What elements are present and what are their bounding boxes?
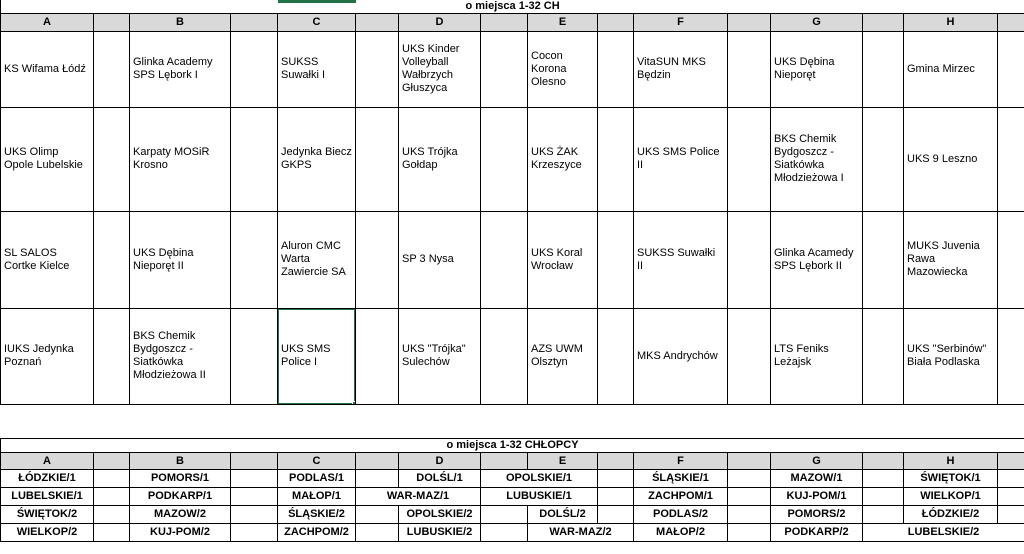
spacer-cell[interactable] xyxy=(998,107,1024,211)
cell-seed-h1[interactable]: ŚWIĘTOK/1 xyxy=(904,469,998,487)
column-header-g[interactable]: G xyxy=(771,13,863,31)
spacer-cell[interactable] xyxy=(481,31,528,107)
cell-seed-g2[interactable]: KUJ-POM/1 xyxy=(771,487,863,505)
cell-seed-b1[interactable]: POMORS/1 xyxy=(130,469,231,487)
cell-seed-e2[interactable]: LUBUSKIE/1 xyxy=(481,487,598,505)
spacer-cell[interactable] xyxy=(728,487,771,505)
column-header-spacer[interactable] xyxy=(728,452,771,469)
cell-seed-a1[interactable]: ŁÓDZKIE/1 xyxy=(1,469,94,487)
cell-ch-d4[interactable]: UKS "Trójka" Sulechów xyxy=(399,308,481,404)
column-header-g[interactable]: G xyxy=(771,452,863,469)
cell-ch-d3[interactable]: SP 3 Nysa xyxy=(399,211,481,308)
cell-ch-c2[interactable]: Jedynka Biecz GKPS xyxy=(278,107,356,211)
cell-seed-c4[interactable]: ZACHPOM/2 xyxy=(278,523,356,541)
cell-ch-a2[interactable]: UKS Olimp Opole Lubelskie xyxy=(1,107,94,211)
cell-ch-g2[interactable]: BKS Chemik Bydgoszcz - Siatkówka Młodzieżowa I xyxy=(771,107,863,211)
spacer-cell[interactable] xyxy=(863,487,904,505)
cell-seed-d1[interactable]: DOLŚL/1 xyxy=(399,469,481,487)
cell-seed-e4[interactable]: WAR-MAZ/2 xyxy=(528,523,634,541)
column-header-spacer[interactable] xyxy=(481,452,528,469)
column-header-h[interactable]: H xyxy=(904,452,998,469)
spacer-cell[interactable] xyxy=(998,211,1024,308)
cell-ch-g1[interactable]: UKS Dębina Nieporęt xyxy=(771,31,863,107)
cell-ch-b3[interactable]: UKS Dębina Nieporęt II xyxy=(130,211,231,308)
spacer-cell[interactable] xyxy=(998,469,1024,487)
table-ch-title[interactable]: o miejsca 1-32 CH xyxy=(1,0,1024,13)
cell-ch-b2[interactable]: Karpaty MOSiR Krosno xyxy=(130,107,231,211)
cell-seed-d2[interactable]: WAR-MAZ/1 xyxy=(356,487,481,505)
cell-seed-e1[interactable]: OPOLSKIE/1 xyxy=(481,469,598,487)
spacer-cell[interactable] xyxy=(94,487,130,505)
cell-seed-d3[interactable]: OPOLSKIE/2 xyxy=(399,505,481,523)
spacer-cell[interactable] xyxy=(863,211,904,308)
cell-seed-f2[interactable]: ZACHPOM/1 xyxy=(634,487,728,505)
spacer-cell[interactable] xyxy=(728,211,771,308)
spacer-cell[interactable] xyxy=(231,31,278,107)
cell-seed-a3[interactable]: ŚWIĘTOK/2 xyxy=(1,505,94,523)
spacer-cell[interactable] xyxy=(481,308,528,404)
cell-seed-c2[interactable]: MAŁOP/1 xyxy=(278,487,356,505)
spacer-cell[interactable] xyxy=(356,469,399,487)
spacer-cell[interactable] xyxy=(998,487,1024,505)
spacer-cell[interactable] xyxy=(863,31,904,107)
cell-seed-h2[interactable]: WIELKOP/1 xyxy=(904,487,998,505)
column-header-f[interactable]: F xyxy=(634,13,728,31)
cell-ch-c3[interactable]: Aluron CMC Warta Zawiercie SA xyxy=(278,211,356,308)
cell-seed-c1[interactable]: PODLAS/1 xyxy=(278,469,356,487)
cell-seed-g1[interactable]: MAZOW/1 xyxy=(771,469,863,487)
spacer-cell[interactable] xyxy=(728,505,771,523)
column-header-d[interactable]: D xyxy=(399,452,481,469)
cell-ch-h4[interactable]: UKS "Serbinów" Biała Podlaska xyxy=(904,308,998,404)
cell-seed-a4[interactable]: WIELKOP/2 xyxy=(1,523,94,541)
cell-seed-f3[interactable]: PODLAS/2 xyxy=(634,505,728,523)
cell-ch-b1[interactable]: Glinka Academy SPS Lębork I xyxy=(130,31,231,107)
cell-ch-e1[interactable]: Cocon Korona Olesno xyxy=(528,31,598,107)
spacer-cell[interactable] xyxy=(356,523,399,541)
cell-seed-h4[interactable]: LUBELSKIE/2 xyxy=(863,523,1024,541)
column-header-b[interactable]: B xyxy=(130,13,231,31)
cell-ch-a1[interactable]: KS Wifama Łódź xyxy=(1,31,94,107)
spacer-cell[interactable] xyxy=(998,505,1024,523)
spacer-cell[interactable] xyxy=(863,505,904,523)
cell-ch-e4[interactable]: AZS UWM Olsztyn xyxy=(528,308,598,404)
spacer-cell[interactable] xyxy=(94,211,130,308)
spacer-cell[interactable] xyxy=(94,505,130,523)
column-header-spacer[interactable] xyxy=(94,452,130,469)
cell-ch-h1[interactable]: Gmina Mirzec xyxy=(904,31,998,107)
column-header-f[interactable]: F xyxy=(634,452,728,469)
spacer-cell[interactable] xyxy=(231,469,278,487)
cell-seed-b3[interactable]: MAZOW/2 xyxy=(130,505,231,523)
spacer-cell[interactable] xyxy=(94,523,130,541)
cell-ch-e3[interactable]: UKS Koral Wrocław xyxy=(528,211,598,308)
cell-seed-f1[interactable]: ŚLĄSKIE/1 xyxy=(634,469,728,487)
column-header-b[interactable]: B xyxy=(130,452,231,469)
cell-ch-g3[interactable]: Glinka Acamedy SPS Lębork II xyxy=(771,211,863,308)
spacer-cell[interactable] xyxy=(231,523,278,541)
column-header-spacer[interactable] xyxy=(863,452,904,469)
cell-ch-g4[interactable]: LTS Feniks Leżajsk xyxy=(771,308,863,404)
cell-ch-f1[interactable]: VitaSUN MKS Będzin xyxy=(634,31,728,107)
column-header-spacer[interactable] xyxy=(94,13,130,31)
spacer-cell[interactable] xyxy=(728,308,771,404)
cell-ch-c4-selected[interactable] xyxy=(278,308,356,404)
cell-seed-h3[interactable]: ŁÓDZKIE/2 xyxy=(904,505,998,523)
spacer-cell[interactable] xyxy=(863,469,904,487)
column-header-c[interactable]: C xyxy=(278,452,356,469)
column-header-spacer[interactable] xyxy=(481,13,528,31)
spacer-cell[interactable] xyxy=(94,308,130,404)
table-chlopcy xyxy=(0,438,1024,542)
spacer-cell[interactable] xyxy=(998,308,1024,404)
spacer-cell[interactable] xyxy=(728,31,771,107)
column-header-spacer[interactable] xyxy=(356,452,399,469)
spacer-cell[interactable] xyxy=(863,308,904,404)
cell-seed-g3[interactable]: POMORS/2 xyxy=(771,505,863,523)
spacer-cell[interactable] xyxy=(356,308,399,404)
column-header-e[interactable]: E xyxy=(528,452,598,469)
spacer-cell[interactable] xyxy=(728,107,771,211)
spacer-cell[interactable] xyxy=(481,505,528,523)
table-gap xyxy=(0,405,1024,438)
spacer-cell[interactable] xyxy=(356,107,399,211)
cell-ch-h3[interactable]: MUKS Juvenia Rawa Mazowiecka xyxy=(904,211,998,308)
spacer-cell[interactable] xyxy=(481,523,528,541)
table-chlopcy-title[interactable]: o miejsca 1-32 CHŁOPCY xyxy=(1,438,1024,452)
cell-ch-f2[interactable]: UKS SMS Police II xyxy=(634,107,728,211)
spacer-cell[interactable] xyxy=(356,211,399,308)
spacer-cell[interactable] xyxy=(231,505,278,523)
column-header-d[interactable]: D xyxy=(399,13,481,31)
selection-fill-handle[interactable] xyxy=(352,401,356,405)
cell-ch-f3[interactable]: SUKSS Suwałki II xyxy=(634,211,728,308)
spacer-cell[interactable] xyxy=(231,487,278,505)
spacer-cell[interactable] xyxy=(356,505,399,523)
column-header-spacer[interactable] xyxy=(998,13,1024,31)
column-header-spacer[interactable] xyxy=(863,13,904,31)
column-header-spacer[interactable] xyxy=(598,452,634,469)
spacer-cell[interactable] xyxy=(598,487,634,505)
spacer-cell[interactable] xyxy=(94,469,130,487)
column-header-spacer[interactable] xyxy=(598,13,634,31)
selected-cell-text: UKS SMS Police I xyxy=(281,343,331,368)
spacer-cell[interactable] xyxy=(598,107,634,211)
column-header-a[interactable]: A xyxy=(1,452,94,469)
spacer-cell[interactable] xyxy=(94,107,130,211)
cell-ch-f4[interactable]: MKS Andrychów xyxy=(634,308,728,404)
cell-ch-h2[interactable]: UKS 9 Leszno xyxy=(904,107,998,211)
cell-ch-a3[interactable]: SL SALOS Cortke Kielce xyxy=(1,211,94,308)
spacer-cell[interactable] xyxy=(231,308,278,404)
column-header-h[interactable]: H xyxy=(904,13,998,31)
cell-seed-b4[interactable]: KUJ-POM/2 xyxy=(130,523,231,541)
spacer-cell[interactable] xyxy=(598,308,634,404)
spacer-cell[interactable] xyxy=(728,469,771,487)
column-header-spacer[interactable] xyxy=(998,452,1024,469)
spacer-cell[interactable] xyxy=(231,107,278,211)
column-header-c[interactable]: C xyxy=(278,13,356,31)
selected-column-indicator xyxy=(278,0,356,3)
spacer-cell[interactable] xyxy=(231,211,278,308)
cell-seed-c3[interactable]: ŚLĄSKIE/2 xyxy=(278,505,356,523)
cell-seed-a2[interactable]: LUBELSKIE/1 xyxy=(1,487,94,505)
spacer-cell[interactable] xyxy=(598,211,634,308)
cell-seed-f4[interactable]: MAŁOP/2 xyxy=(634,523,728,541)
column-header-spacer[interactable] xyxy=(728,13,771,31)
spacer-cell[interactable] xyxy=(598,469,634,487)
column-header-e[interactable]: E xyxy=(528,13,598,31)
spacer-cell[interactable] xyxy=(481,107,528,211)
cell-ch-d2[interactable]: UKS Trójka Gołdap xyxy=(399,107,481,211)
spacer-cell[interactable] xyxy=(863,107,904,211)
cell-ch-c1[interactable]: SUKSS Suwałki I xyxy=(278,31,356,107)
cell-ch-b4[interactable]: BKS Chemik Bydgoszcz - Siatkówka Młodzieżowa II xyxy=(130,308,231,404)
spacer-cell[interactable] xyxy=(481,211,528,308)
spacer-cell[interactable] xyxy=(598,505,634,523)
cell-seed-e3[interactable]: DOLŚL/2 xyxy=(528,505,598,523)
column-header-spacer[interactable] xyxy=(231,13,278,31)
spacer-cell[interactable] xyxy=(998,31,1024,107)
cell-ch-d1[interactable]: UKS Kinder Volleyball Wałbrzych Głuszyca xyxy=(399,31,481,107)
column-header-a[interactable]: A xyxy=(1,13,94,31)
cell-seed-d4[interactable]: LUBUSKIE/2 xyxy=(399,523,481,541)
spacer-cell[interactable] xyxy=(598,31,634,107)
column-header-spacer[interactable] xyxy=(231,452,278,469)
column-header-spacer[interactable] xyxy=(356,13,399,31)
spacer-cell[interactable] xyxy=(356,31,399,107)
cell-ch-e2[interactable]: UKS ŻAK Krzeszyce xyxy=(528,107,598,211)
cell-seed-g4[interactable]: PODKARP/2 xyxy=(771,523,863,541)
cell-seed-b2[interactable]: PODKARP/1 xyxy=(130,487,231,505)
spacer-cell[interactable] xyxy=(728,523,771,541)
cell-ch-a4[interactable]: IUKS Jedynka Poznań xyxy=(1,308,94,404)
spacer-cell[interactable] xyxy=(94,31,130,107)
